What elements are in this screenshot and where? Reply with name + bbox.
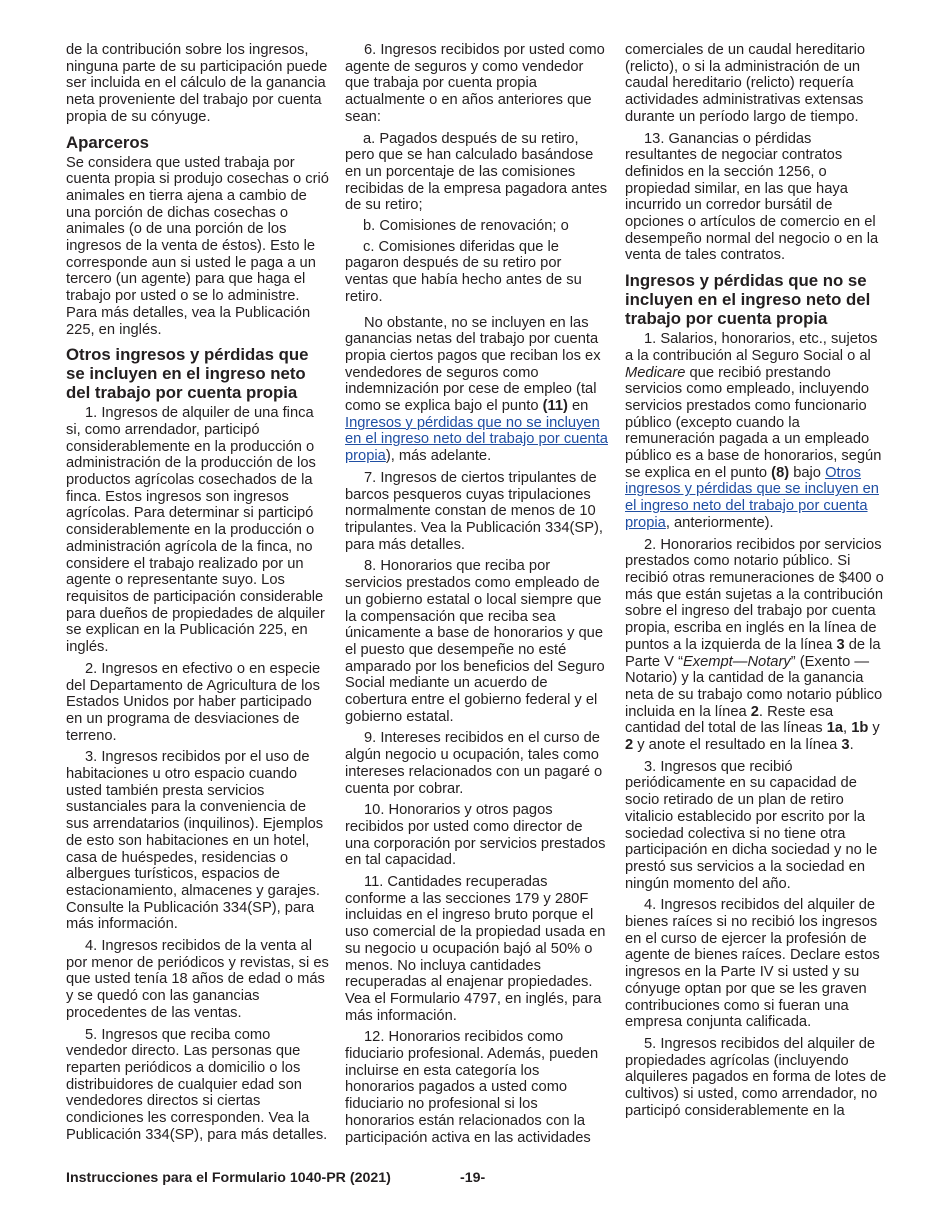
list-item-12: 12. Honorarios recibidos como fiduciario profesional. Además, pueden incluirse en esta categoría los honorarios pagados a usted como fiduciario no profesional si los honorarios están relacionados con la participación activa en las actividades	[345, 1029, 599, 1146]
list-item-6a: a. Pagados después de su retiro, pero que se han calculado basándose en un porcentaje de las comisiones recibidas de la empresa pagadora antes de su retiro;	[345, 130, 608, 214]
text-run-bold: (11)	[542, 398, 568, 415]
paragraph-aparceros: Se considera que usted trabaja por cuenta propia si produjo cosechas o crió animales en tierra ajena a cambio de una porción de dichas cosechas o animales (o de una porción de los ingresos de la venta de éstos). Esto le corresponde aun si usted le paga a un tercero (un agente) para que haga el trabajo por usted o se lo administre. Para más detalles, vea la Publicación 225, en inglés.	[66, 154, 329, 338]
heading-no-incluidos: Ingresos y pérdidas que no se incluyen en el ingreso neto del trabajo por cuenta propia	[625, 271, 871, 329]
text-run-bold: 2	[625, 737, 634, 754]
text-run: y anote el resultado en la línea	[633, 737, 842, 754]
column-middle	[345, 42, 608, 1151]
list-item-10: 10. Honorarios y otros pagos recibidos por usted como director de una corporación por servicios prestados en tal capacidad.	[345, 802, 606, 869]
paragraph-no-obstante	[345, 315, 608, 465]
list-item-4: 4. Ingresos recibidos de la venta al por menor de periódicos y revistas, si es que usted tenía 18 años de edad o más y se quedó con las ganancias procedentes de las ventas.	[66, 938, 329, 1021]
text-run-bold: 3	[836, 636, 845, 653]
list-item-1: 1. Ingresos de alquiler de una finca si, como arrendador, participó considerablemente en la producción o administración de la producción de los productos agrícolas cosechados de la finca. Estos ingresos son ingresos agrícolas. Para determinar si participó considerablemente en la producción o administración agrícola de la finca, no considere el trabajo realizado por un agente o representante suyo. Los requisitos de participación considerable para dueños de propiedades de alquiler se explican en la Publicación 225, en inglés.	[66, 405, 325, 656]
text-run: en	[567, 398, 589, 415]
list-item-9: 9. Intereses recibidos en el curso de algún negocio u ocupación, tales como intereses relacionados con un pagaré o cuenta por cobrar.	[345, 730, 603, 797]
list-item-2: 2. Ingresos en efectivo o en especie del Departamento de Agricultura de los Estados Unidos por haber participado en un programa de desviaciones de terreno.	[66, 660, 321, 744]
list-item-6c: c. Comisiones diferidas que le pagaron después de su retiro por ventas que había hecho antes de su retiro.	[345, 238, 582, 305]
text-run: 2. Honorarios recibidos por servicios prestados como notario público. Si recibió otras remuneraciones de $400 o más que están sujetas a la contribución sobre el ingreso del trabajo por cuenta propia, escriba en inglés en la línea de puntos a la izquierda de la línea	[625, 536, 884, 653]
text-run: ), más adelante.	[385, 448, 492, 465]
text-run-italic: Exempt—Notary	[682, 653, 791, 670]
text-run: de la Parte V “	[625, 636, 881, 670]
list-item-11: 11. Cantidades recuperadas conforme a las secciones 179 y 280F incluidas en el ingreso bruto porque el uso comercial de la propiedad usada en su negocio u ocupación bajó al 50% o menos. No incluya cantidades recuperadas al enajenar propiedades. Vea el Formulario 4797, en inglés, para más información.	[345, 874, 606, 1024]
continued-paragraph: comerciales de un caudal hereditario (relicto), o si la administración de un caudal hereditario (relicto) requería actividades administrativas extensas durante un período largo de tiempo.	[625, 42, 866, 125]
link-ingresos-no-incluidos[interactable]: Ingresos y pérdidas que no se incluyen en el ingreso neto del trabajo por cuenta propia	[345, 414, 608, 465]
excluded-item-2	[625, 537, 887, 754]
list-item-8: 8. Honorarios que reciba por servicios prestados como empleado de un gobierno estatal o local siempre que la compensación que reciba sea únicamente a base de honorarios y que el puesto que desempeñe no esté amparado por los beneficios del Seguro Social mediante un acuerdo de cobertura entre el gobierno federal y el gobierno estatal.	[345, 558, 605, 725]
text-run-bold: (8)	[771, 464, 790, 481]
text-run: 1. Salarios, honorarios, etc., sujetos a la contribución al Seguro Social o al	[625, 331, 878, 364]
text-run-bold: 2	[750, 703, 759, 720]
continued-paragraph: de la contribución sobre los ingresos, ninguna parte de su participación puede ser incluida en el cálculo de la ganancia neta proveniente del trabajo por cuenta propia de su cónyuge.	[66, 42, 328, 125]
footer-title: Instrucciones para el Formulario 1040-PR (2021)	[66, 1170, 391, 1186]
excluded-item-5: 5. Ingresos recibidos del alquiler de propiedades agrícolas (incluyendo alquileres pagados en forma de lotes de cultivos) si usted, como arrendador, no participó considerablemente en la	[625, 1035, 887, 1119]
text-run: ,	[843, 720, 852, 737]
text-run: bajo	[789, 464, 826, 481]
excluded-item-1	[625, 331, 887, 531]
text-run-bold: 1a	[826, 720, 844, 737]
list-item-6b: b. Comisiones de renovación; o	[363, 218, 569, 235]
column-left	[66, 42, 330, 1148]
list-item-6: 6. Ingresos recibidos por usted como agente de seguros y como vendedor que trabaja por cuenta propia actualmente o en años anteriores que sean:	[345, 42, 605, 125]
text-run: No obstante, no se incluyen en las ganancias netas del trabajo por cuenta propia ciertos pagos que reciban los ex vendedores de seguros como indemnización por cese de empleo (tal como se explica bajo el punto	[345, 314, 601, 415]
excluded-item-4: 4. Ingresos recibidos del alquiler de bienes raíces si no recibió los ingresos en el curso de ejercer la profesión de agente de bienes raíces. Declare estos ingresos en la Parte IV si usted y su cónyuge optan por que se les graven contribuciones como si fueran una empresa conjunta calificada.	[625, 897, 880, 1031]
text-run-bold: 3	[841, 737, 850, 754]
text-run: . Reste esa cantidad del total de las líneas	[625, 703, 834, 737]
text-run: y	[868, 720, 880, 737]
page-number: -19-	[460, 1170, 486, 1186]
heading-otros-ingresos: Otros ingresos y pérdidas que se incluyen en el ingreso neto del trabajo por cuenta propia	[66, 345, 309, 403]
excluded-item-3: 3. Ingresos que recibió periódicamente en su capacidad de socio retirado de un plan de retiro vitalicio establecido por escrito por la sociedad colectiva si no tiene otra participación en dicha sociedad y no le prestó sus servicios a la sociedad en ningún momento del año.	[625, 758, 878, 892]
text-run: ” (Exento —Notario) y la cantidad de la ganancia neta de su trabajo como notario público incluida en la línea	[625, 653, 883, 720]
text-run-bold: 1b	[851, 720, 869, 737]
text-run: , anteriormente).	[665, 514, 774, 531]
text-run-italic: Medicare	[625, 364, 686, 381]
link-otros-ingresos[interactable]: Otros ingresos y pérdidas que se incluyen en el ingreso neto del trabajo por cuenta propia	[625, 464, 879, 531]
column-right	[625, 42, 887, 1124]
heading-aparceros: Aparceros	[66, 132, 150, 152]
text-run: .	[849, 737, 854, 754]
list-item-7: 7. Ingresos de ciertos tripulantes de barcos pesqueros cuyas tripulaciones normalmente constan de menos de 10 tripulantes. Vea la Publicación 334(SP), para más detalles.	[345, 469, 603, 553]
text-run: que recibió prestando servicios como empleado, incluyendo servicios prestados como funcionario público (excepto cuando la remuneración pagada a un empleado público es a base de honorarios, según se explica en el punto	[625, 364, 882, 481]
list-item-5: 5. Ingresos que reciba como vendedor directo. Las personas que reparten periódicos a domicilio o los distribuidores de cualquier edad son vendedores directos si ciertas condiciones les corresponden. Vea la Publicación 334(SP), para más detalles.	[66, 1026, 328, 1143]
list-item-13: 13. Ganancias o pérdidas resultantes de negociar contratos definidos en la sección 1256, o propiedad similar, en las que haya incurrido un corredor bursátil de opciones o artículos de comercio en el desempeño normal del negocio o en la venta de tales contratos.	[625, 130, 879, 264]
list-item-3: 3. Ingresos recibidos por el uso de habitaciones u otro espacio cuando usted también presta servicios sustanciales para la conveniencia de sus arrendatarios (inquilinos). Ejemplos de esto son habitaciones en un hotel, casa de huéspedes, residencias o albergues turísticos, espacios de estacionamiento, almacenes y garajes. Consulte la Publicación 334(SP), para más información.	[66, 749, 324, 933]
